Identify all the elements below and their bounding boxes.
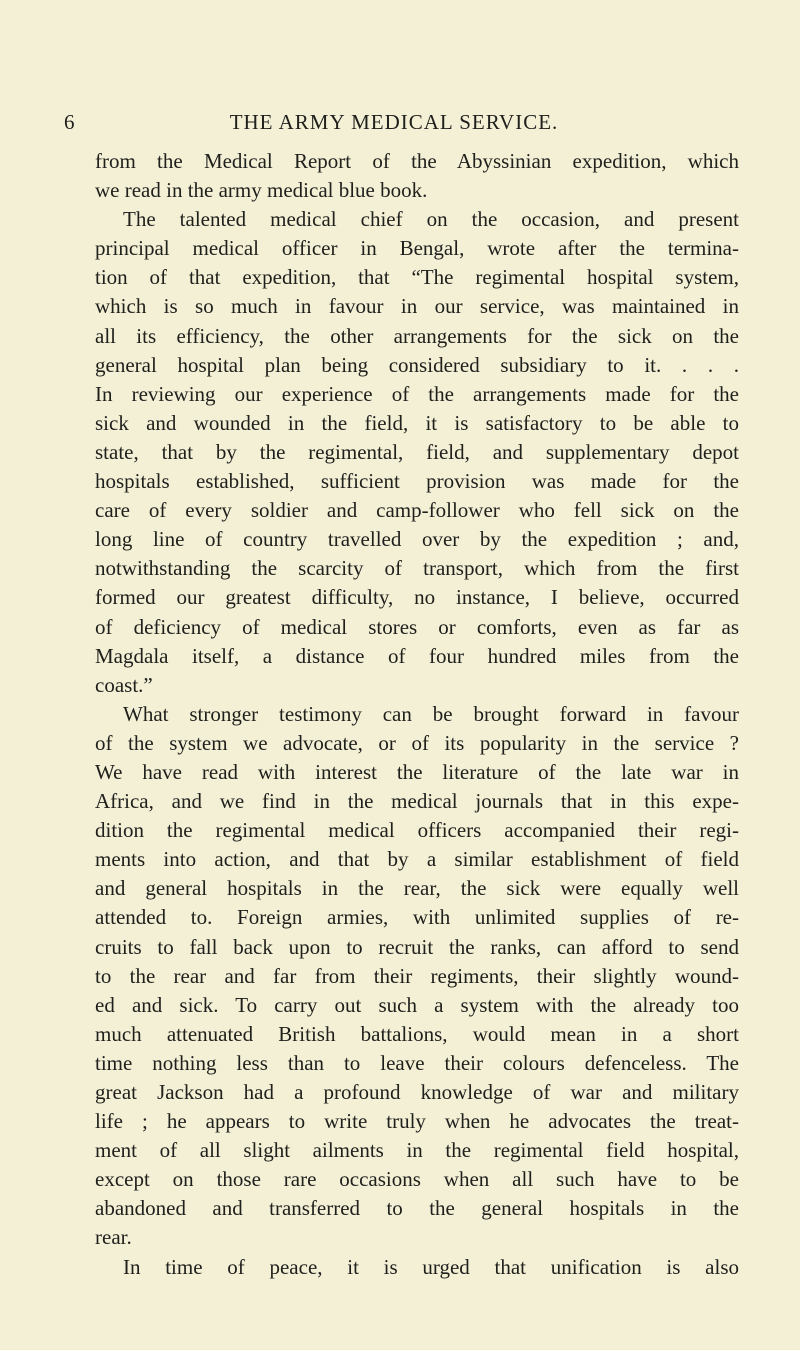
text-line: sick and wounded in the field, it is satisfactory to be able to xyxy=(95,410,739,435)
text-line: of the system we advocate, or of its popularity in the service ? xyxy=(95,730,739,755)
text-line: The talented medical chief on the occasion, and present xyxy=(123,207,739,232)
text-line: rear. xyxy=(95,1225,132,1250)
text-line: life ; he appears to write truly when he advocates the treat- xyxy=(95,1109,739,1134)
text-line: great Jackson had a profound knowledge of war and military xyxy=(95,1080,739,1104)
text-line: We have read with interest the literature of the late war in xyxy=(95,759,739,784)
text-line: notwithstanding the scarcity of transport, which from the first xyxy=(95,556,739,581)
running-head xyxy=(64,110,724,140)
text-line: we read in the army medical blue book. xyxy=(95,178,428,203)
page-number: 6 xyxy=(64,110,75,134)
text-line: ed and sick. To carry out such a system with the already too xyxy=(95,992,739,1017)
text-line: principal medical officer in Bengal, wrote after the termina- xyxy=(95,236,739,261)
text-line: cruits to fall back upon to recruit the ranks, can afford to send xyxy=(95,934,739,959)
text-line: coast.” xyxy=(95,672,153,697)
text-line: much attenuated British battalions, would mean in a short xyxy=(95,1021,739,1046)
body-text xyxy=(95,147,739,1282)
text-line: and general hospitals in the rear, the sick were equally well xyxy=(95,876,739,901)
text-line: Africa, and we find in the medical journals that in this expe- xyxy=(95,789,739,814)
text-line: time nothing less than to leave their colours defenceless. The xyxy=(95,1050,739,1075)
text-line: ments into action, and that by a similar establishment of field xyxy=(95,847,739,872)
text-line: dition the regimental medical officers accompanied their regi- xyxy=(95,818,739,843)
text-line: hospitals established, sufficient provision was made for the xyxy=(95,469,739,494)
text-line: all its efficiency, the other arrangements for the sick on the xyxy=(95,323,739,348)
text-line: tion of that expedition, that “The regimental hospital system, xyxy=(95,265,739,290)
text-line: formed our greatest difficulty, no instance, I believe, occurred xyxy=(95,585,739,610)
text-line: Magdala itself, a distance of four hundred miles from the xyxy=(95,643,739,668)
text-line: care of every soldier and camp-follower who fell sick on the xyxy=(95,498,739,523)
text-line: attended to. Foreign armies, with unlimited supplies of re- xyxy=(95,905,739,930)
text-line: What stronger testimony can be brought forward in favour xyxy=(123,701,739,726)
text-line: to the rear and far from their regiments, their slightly wound- xyxy=(95,963,739,988)
text-line: In time of peace, it is urged that unification is also xyxy=(123,1254,739,1279)
text-line: abandoned and transferred to the general hospitals in the xyxy=(95,1196,739,1221)
text-line: ment of all slight ailments in the regimental field hospital, xyxy=(95,1138,739,1163)
running-title: THE ARMY MEDICAL SERVICE. xyxy=(229,110,559,134)
text-line: state, that by the regimental, field, and supplementary depot xyxy=(95,439,739,464)
text-line: of deficiency of medical stores or comforts, even as far as xyxy=(95,614,739,639)
text-line: from the Medical Report of the Abyssinian expedition, which xyxy=(95,149,739,173)
text-line: except on those rare occasions when all such have to be xyxy=(95,1167,739,1192)
text-line: In reviewing our experience of the arrangements made for the xyxy=(95,381,739,406)
text-line: general hospital plan being considered subsidiary to it. . . . xyxy=(95,352,739,377)
text-line: long line of country travelled over by the expedition ; and, xyxy=(95,527,739,552)
text-line: which is so much in favour in our service, was maintained in xyxy=(95,294,739,319)
